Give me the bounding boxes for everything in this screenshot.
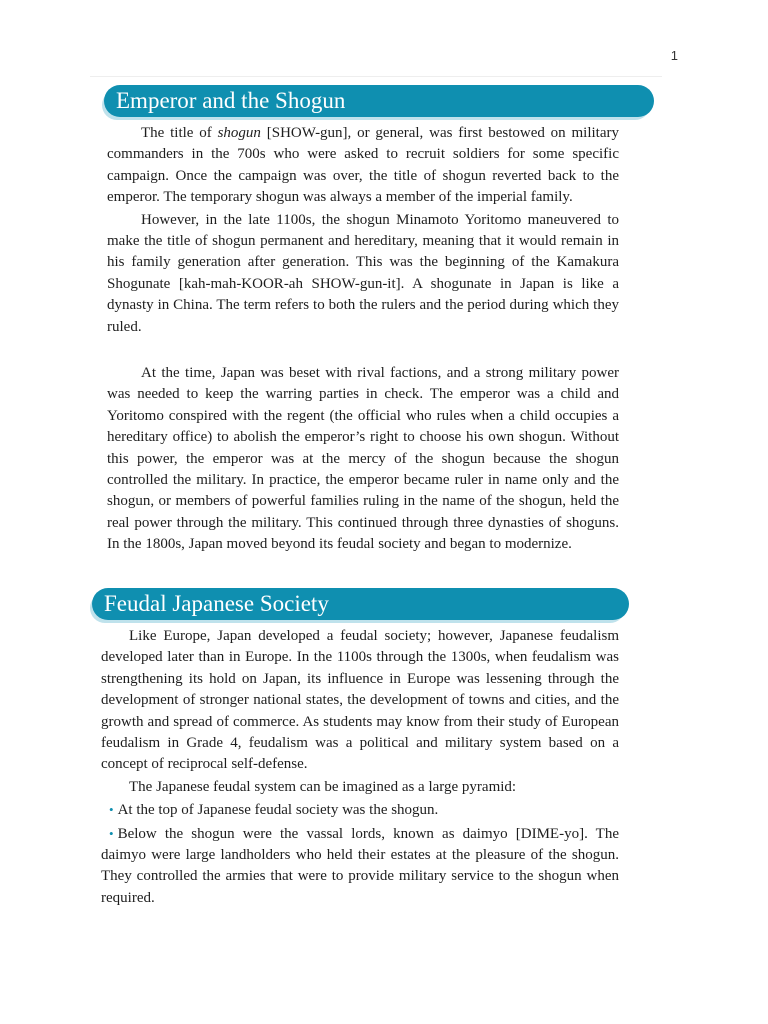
paragraph: At the time, Japan was beset with rival factions, and a strong military power was needed to keep the warring parties in check. The emperor was a child and Yoritomo conspired with the regent (the official who rules when a child occupies a hereditary office) to abolish the emperor’s right to choose his own shogun. Without this power, the emperor was at the mercy of the shogun because the shogun controlled the military. In practice, the emperor became ruler in name only and the shogun, or members of powerful families ruling in the name of the shogun, held the real power through the military. This continued through three dynasties of shoguns. In the 1800s, Japan moved beyond its feudal society and began to modernize. [107,365,619,553]
paragraph-text: [SHOW-gun], or general, was first bestowed on military commanders in the 700s who were asked to recruit soldiers for some specific campaign. Once the campaign was over, the title of shogun reverted back to the emperor. The temporary shogun was always a member of the imperial family. [107,125,619,206]
list-item [101,799,619,821]
paragraph-text: The title of [141,125,218,141]
list-item-text: At the top of Japanese feudal society was the shogun. [117,802,439,819]
paragraph: The Japanese feudal system can be imagined as a large pyramid: [129,778,517,795]
paragraph: Like Europe, Japan developed a feudal society; however, Japanese feudalism developed later than in Europe. In the 1100s through the 1300s, when feudalism was strengthening its hold on Japan, its influence in Europe was lessening through the development of stronger national states, the development of towns and cities, and the growth and spread of commerce. As students may know from their study of European feudalism in Grade 4, feudalism was a political and military system based on a concept of reciprocal self-defense. [101,628,619,773]
list-item-text: Below the shogun were the vassal lords, known as daimyo [DIME-yo]. The daimyo were large landholders who held their estates at the pleasure of the shogun. They controlled the armies that were to provide military service to the shogun when required. [101,825,619,906]
section-body-emperor [107,123,619,338]
page-number: 1 [670,48,678,63]
bullet-icon: • [109,802,114,818]
section-banner-feudal [92,588,629,620]
paragraph: However, in the late 1100s, the shogun Minamoto Yoritomo maneuvered to make the title of shogun permanent and hereditary, meaning that it would remain in his family generation after generation. This was the beginning of the Kamakura Shogunate [kah-mah-KOOR-ah SHOW-gun-it]. A shogunate in Japan is like a dynasty in China. The term refers to both the rulers and the period during which they ruled. [107,211,619,335]
section-title: Emperor and the Shogun [116,88,346,113]
top-rule [90,76,662,77]
section-body-emperor-continued [107,363,619,556]
list-item [101,823,619,910]
section-body-feudal [101,626,619,909]
emphasis-term: shogun [217,125,261,141]
paragraph [107,123,619,209]
section-title: Feudal Japanese Society [104,591,329,616]
section-banner-emperor [104,85,654,117]
bullet-icon: • [109,825,114,841]
